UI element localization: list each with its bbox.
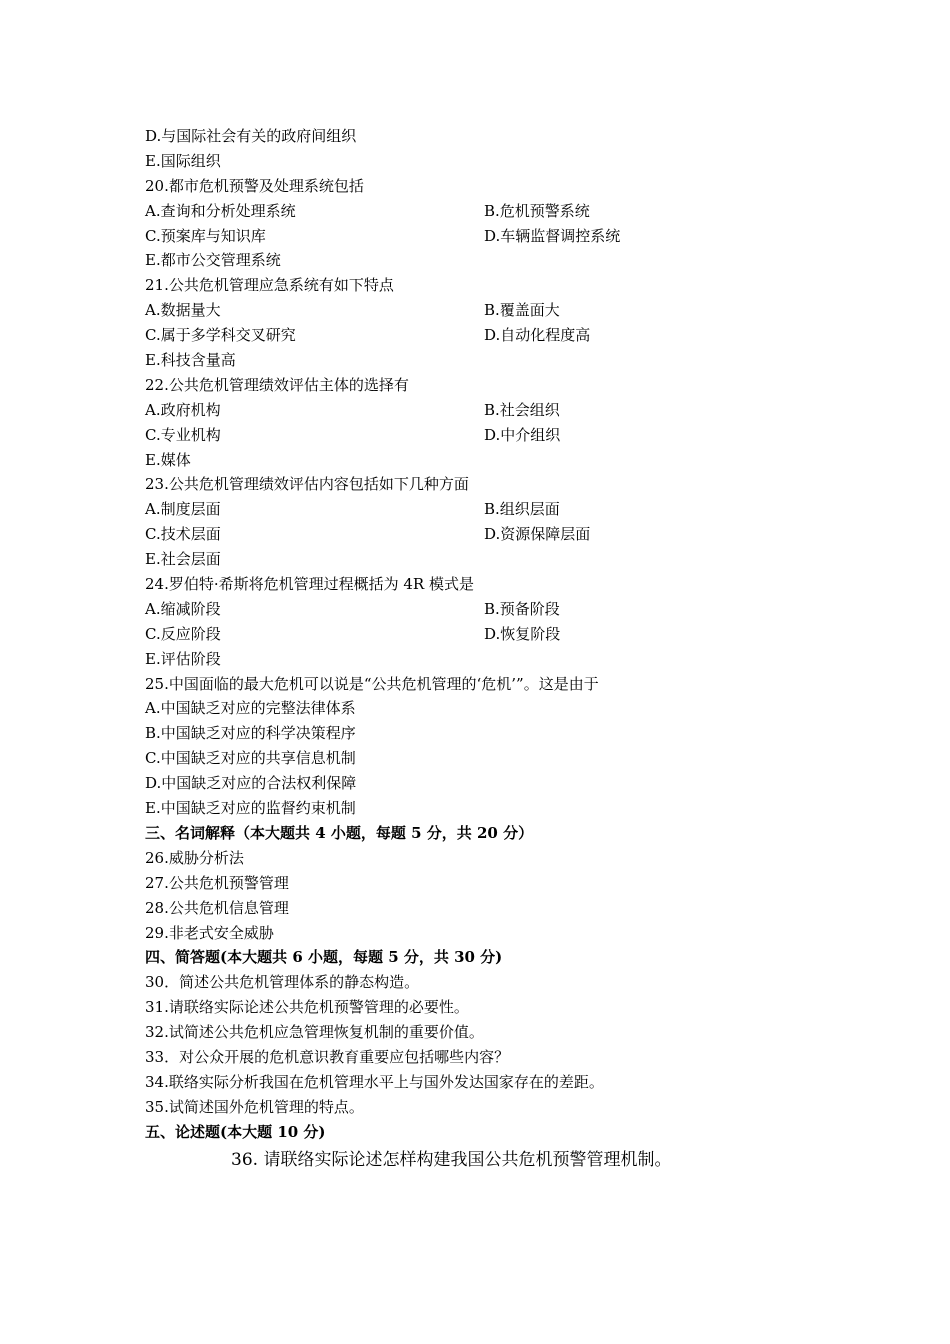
- question-item: 35.试简述国外危机管理的特点。: [145, 1097, 364, 1116]
- option-b: B.预备阶段: [484, 599, 560, 618]
- question-stem: 24.罗伯特·希斯将危机管理过程概括为 4R 模式是: [145, 575, 474, 594]
- option-d: D.资源保障层面: [484, 525, 591, 544]
- option-c: C.专业机构: [145, 425, 221, 444]
- section-heading: 三、名词解释（本大题共 4 小题，每题 5 分，共 20 分）: [145, 823, 534, 842]
- question-stem: 25.中国面临的最大危机可以说是“公共危机管理的‘危机’”。这是由于: [145, 674, 599, 693]
- question-stem: 20.都市危机预警及处理系统包括: [145, 176, 364, 195]
- option-b: B.组织层面: [484, 500, 560, 519]
- question-item: 27.公共危机预警管理: [145, 873, 289, 892]
- option-row: [145, 323, 825, 348]
- option-a: A.制度层面: [145, 500, 221, 519]
- question-stem: 21.公共危机管理应急系统有如下特点: [145, 276, 394, 295]
- option-d: D.自动化程度高: [484, 326, 591, 345]
- option-row: [145, 423, 825, 448]
- question-stem: 23.公共危机管理绩效评估内容包括如下几种方面: [145, 475, 469, 494]
- option-c: C.属于多学科交叉研究: [145, 326, 296, 345]
- option-c: C.反应阶段: [145, 624, 221, 643]
- option-line: D.与国际社会有关的政府间组织: [145, 127, 357, 145]
- option-a: A.查询和分析处理系统: [145, 201, 296, 220]
- option-row: [145, 497, 825, 522]
- option-e: E.科技含量高: [145, 351, 236, 370]
- section-heading: 五、论述题(本大题 10 分): [145, 1122, 326, 1141]
- question-item: 33．对公众开展的危机意识教育重要应包括哪些内容？: [145, 1047, 510, 1066]
- option-a: A.政府机构: [145, 400, 221, 419]
- option-a: A.中国缺乏对应的完整法律体系: [145, 699, 356, 718]
- option-e: E.中国缺乏对应的监督约束机制: [145, 799, 356, 818]
- option-e: E.媒体: [145, 450, 191, 469]
- question-item: 30．简述公共危机管理体系的静态构造。: [145, 973, 420, 992]
- option-a: A.数据量大: [145, 301, 221, 320]
- question-stem: 22.公共危机管理绩效评估主体的选择有: [145, 375, 409, 394]
- option-e: E.都市公交管理系统: [145, 251, 281, 270]
- option-b: B.覆盖面大: [484, 301, 560, 320]
- option-c: C.技术层面: [145, 525, 221, 544]
- section-heading: 四、简答题(本大题共 6 小题，每题 5 分，共 30 分): [145, 948, 503, 967]
- question-item: 29.非老式安全威胁: [145, 923, 274, 942]
- option-e: E.评估阶段: [145, 649, 221, 668]
- option-d: D.中介组织: [484, 425, 561, 444]
- option-line: E.国际组织: [145, 151, 221, 170]
- option-row: [145, 522, 825, 547]
- option-d: D.中国缺乏对应的合法权利保障: [145, 774, 357, 793]
- option-e: E.社会层面: [145, 550, 221, 569]
- option-b: B.社会组织: [484, 400, 560, 419]
- exam-content: [145, 124, 825, 1175]
- option-c: C.中国缺乏对应的共享信息机制: [145, 749, 356, 768]
- question-item: 28.公共危机信息管理: [145, 898, 289, 917]
- option-row: [145, 224, 825, 249]
- option-b: B.危机预警系统: [484, 201, 590, 220]
- question-item: 34.联络实际分析我国在危机管理水平上与国外发达国家存在的差距。: [145, 1072, 604, 1091]
- option-row: [145, 298, 825, 323]
- essay-question: 36. 请联络实际论述怎样构建我国公共危机预警管理机制。: [231, 1149, 672, 1170]
- option-row: [145, 199, 825, 224]
- question-item: 31.请联络实际论述公共危机预警管理的必要性。: [145, 998, 469, 1017]
- question-item: 32.试简述公共危机应急管理恢复机制的重要价值。: [145, 1023, 484, 1042]
- option-b: B.中国缺乏对应的科学决策程序: [145, 724, 356, 743]
- option-c: C.预案库与知识库: [145, 226, 266, 245]
- option-row: [145, 398, 825, 423]
- option-a: A.缩减阶段: [145, 599, 221, 618]
- option-d: D.车辆监督调控系统: [484, 226, 621, 245]
- question-item: 26.威胁分析法: [145, 848, 244, 867]
- option-d: D.恢复阶段: [484, 624, 561, 643]
- option-row: [145, 597, 825, 622]
- option-row: [145, 622, 825, 647]
